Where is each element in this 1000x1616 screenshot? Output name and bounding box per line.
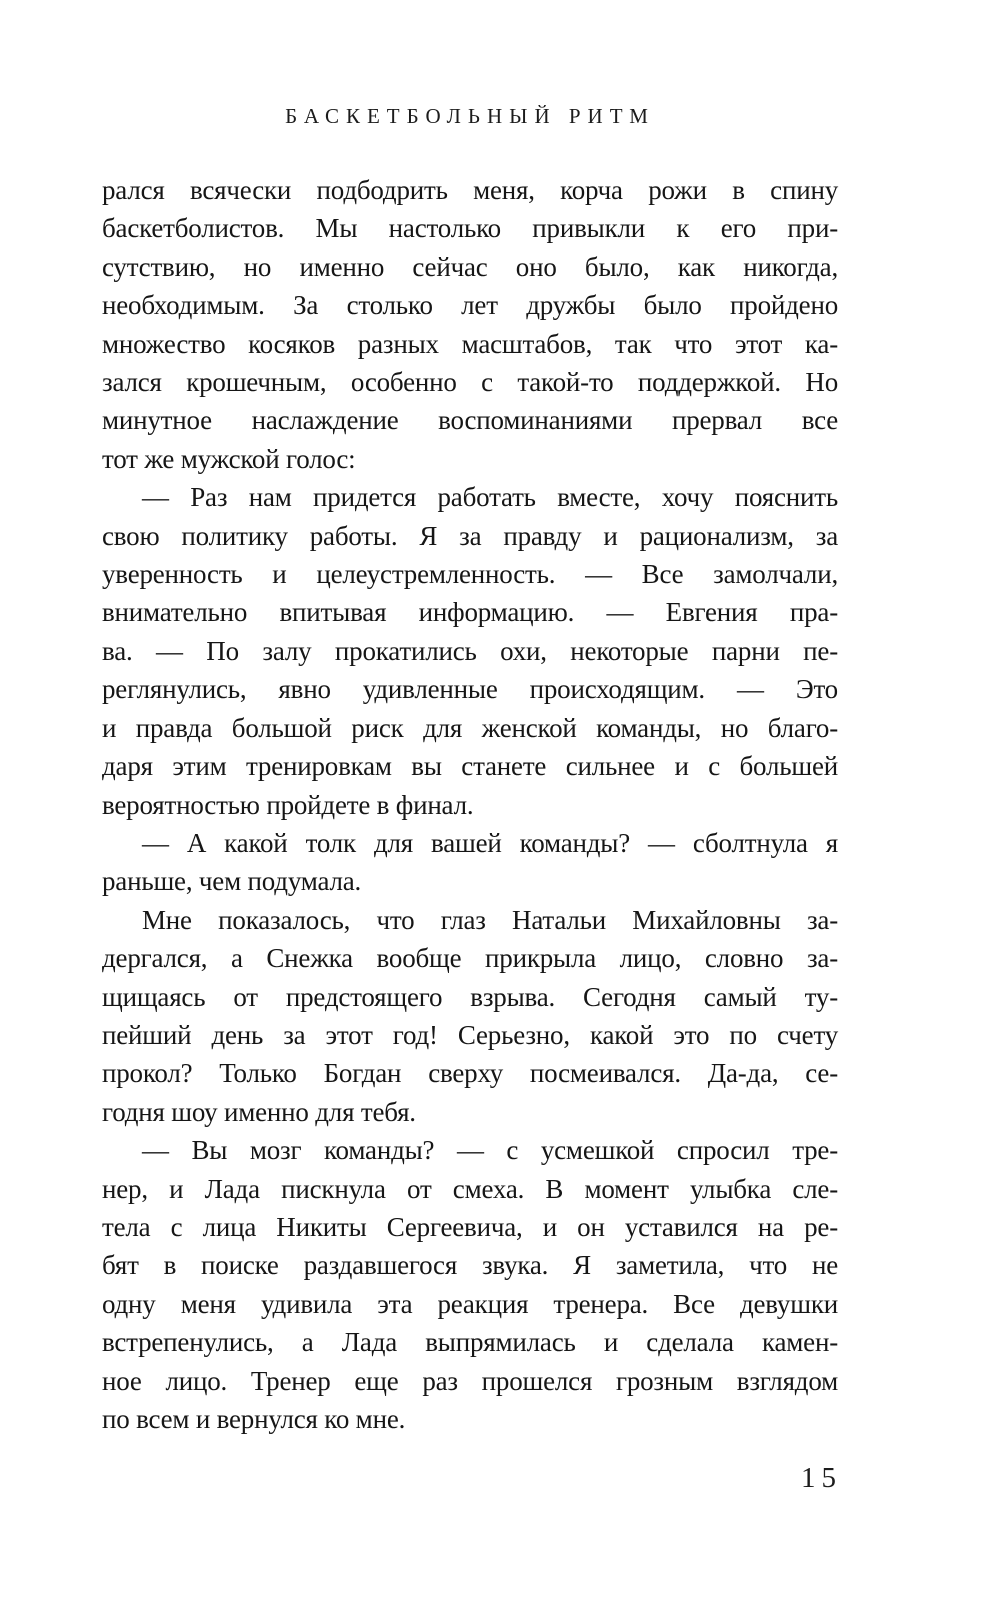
text-line: необходимым. За столько лет дружбы было пройдено xyxy=(102,290,838,321)
text-line: бят в поиске раздавшегося звука. Я заметила, что не xyxy=(102,1250,838,1281)
text-line: уверенность и целеустремленность. — Все замолчали, xyxy=(102,559,838,590)
text-line: — А какой толк для вашей команды? — сболтнула я xyxy=(142,827,838,858)
text-line: реглянулись, явно удивленные происходящим. — Это xyxy=(102,674,838,705)
text-line: сутствию, но именно сейчас оно было, как никогда, xyxy=(102,251,838,282)
body-text xyxy=(102,171,838,1438)
text-line: пейший день за этот год! Серьезно, какой это по счету xyxy=(102,1019,838,1050)
text-line: тела с лица Никиты Сергеевича, и он уставился на ре- xyxy=(102,1211,838,1242)
text-line: и правда большой риск для женской команды, но благо- xyxy=(102,712,838,743)
text-line: ва. — По залу прокатились охи, некоторые парни пе- xyxy=(102,635,838,666)
text-line: внимательно впитывая информацию. — Евгения пра- xyxy=(102,597,838,628)
text-line: тот же мужской голос: xyxy=(102,443,356,474)
text-line: множество косяков разных масштабов, так что этот ка- xyxy=(102,328,838,359)
text-line: дергался, а Снежка вообще прикрыла лицо, словно за- xyxy=(102,943,838,974)
text-line: свою политику работы. Я за правду и рационализм, за xyxy=(102,520,838,551)
text-line: встрепенулись, а Лада выпрямилась и сделала камен- xyxy=(102,1327,838,1358)
text-line: нер, и Лада пискнула от смеха. В момент улыбка сле- xyxy=(102,1173,838,1204)
text-line: — Раз нам придется работать вместе, хочу пояснить xyxy=(142,482,838,513)
text-line: рался всячески подбодрить меня, корча рожи в спину xyxy=(102,175,838,205)
text-line: щищаясь от предстоящего взрыва. Сегодня самый ту- xyxy=(102,981,838,1012)
text-line: раньше, чем подумала. xyxy=(102,866,362,897)
text-line: по всем и вернулся ко мне. xyxy=(102,1404,406,1434)
running-header: БАСКЕТБОЛЬНЫЙ РИТМ xyxy=(285,104,655,128)
paragraph xyxy=(102,824,838,901)
text-line: вероятностью пройдете в финал. xyxy=(102,789,474,820)
text-line: прокол? Только Богдан сверху посмеивался. Да-да, се- xyxy=(102,1058,838,1089)
text-line: Мне показалось, что глаз Натальи Михайловны за- xyxy=(142,904,838,935)
paragraph xyxy=(102,901,838,1131)
text-line: зался крошечным, особенно с такой-то поддержкой. Но xyxy=(102,367,838,398)
text-line: даря этим тренировкам вы станете сильнее и с большей xyxy=(102,751,838,782)
text-line: — Вы мозг команды? — с усмешкой спросил тре- xyxy=(142,1135,838,1166)
page-number: 15 xyxy=(801,1462,842,1494)
text-line: минутное наслаждение воспоминаниями прервал все xyxy=(102,405,838,436)
text-line: ное лицо. Тренер еще раз прошелся грозным взглядом xyxy=(102,1365,838,1396)
text-line: годня шоу именно для тебя. xyxy=(102,1096,416,1127)
paragraph xyxy=(102,478,838,824)
paragraph xyxy=(102,171,838,478)
paragraph xyxy=(102,1131,838,1438)
text-line: баскетболистов. Мы настолько привыкли к его при- xyxy=(102,213,838,244)
text-line: одну меня удивила эта реакция тренера. Все девушки xyxy=(102,1288,838,1319)
